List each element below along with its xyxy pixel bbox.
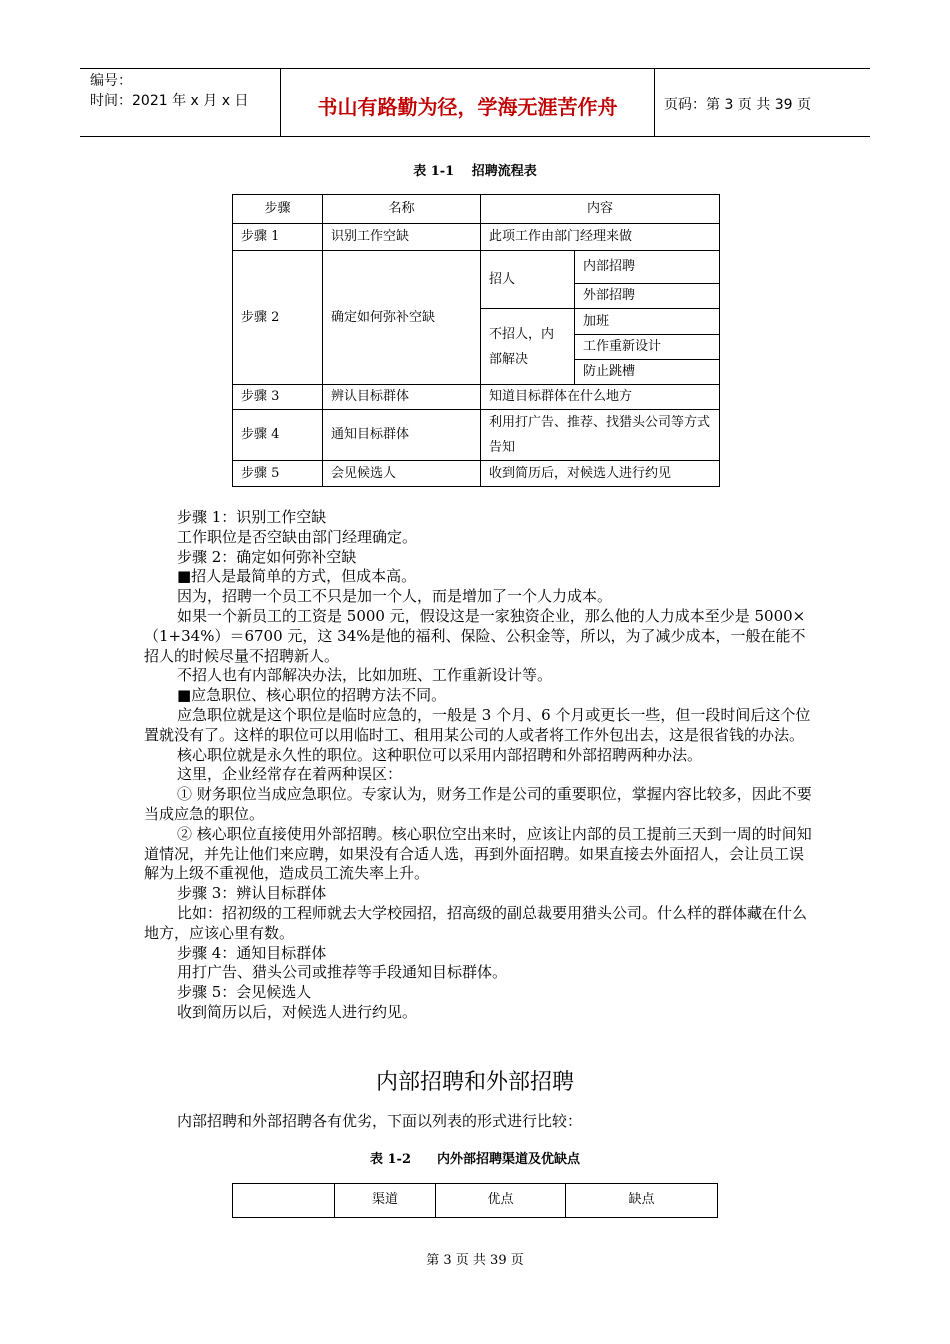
header-cell: 名称 bbox=[323, 195, 481, 224]
header-cell: 内容 bbox=[481, 195, 720, 224]
header-page-number: 页码：第 3 页 共 39 页 bbox=[664, 97, 811, 113]
header-cell: 优点 bbox=[436, 1184, 566, 1218]
content-cell: 外部招聘 bbox=[575, 284, 720, 309]
table-header-row bbox=[233, 1184, 718, 1218]
header-cell: 渠道 bbox=[335, 1184, 436, 1218]
paragraph: 工作职位是否空缺由部门经理确定。 bbox=[177, 527, 418, 546]
paragraph: 核心职位就是永久性的职位。这种职位可以采用内部招聘和外部招聘两种办法。 bbox=[177, 745, 703, 764]
step-cell: 步骤 4 bbox=[233, 410, 323, 461]
paragraph: 比如：招初级的工程师就去大学校园招，招高级的副总裁要用猎头公司。什么样的群体藏在什么地方，应该心里有数。 bbox=[144, 903, 808, 942]
table-row bbox=[233, 461, 720, 487]
content-cell: 利用打广告、推荐、找猎头公司等方式告知 bbox=[481, 410, 720, 461]
section-title: 内部招聘和外部招聘 bbox=[375, 1070, 574, 1095]
content-cell: 知道目标群体在什么地方 bbox=[481, 385, 720, 410]
page-header bbox=[80, 68, 870, 137]
table-row bbox=[233, 251, 720, 284]
paragraph: 步骤 5：会见候选人 bbox=[177, 983, 312, 1002]
header-cell bbox=[233, 1184, 335, 1218]
paragraph: ① 财务职位当成应急职位。专家认为，财务工作是公司的重要职位，掌握内容比较多，因此不要当成应急的职位。 bbox=[144, 785, 812, 823]
table1-caption: 表 1-1 招聘流程表 bbox=[413, 164, 537, 179]
channel-comparison-table bbox=[232, 1183, 718, 1218]
paragraph: 步骤 1：识别工作空缺 bbox=[177, 508, 327, 526]
paragraph: 步骤 2：确定如何弥补空缺 bbox=[177, 547, 357, 566]
paragraph: 步骤 4：通知目标群体 bbox=[177, 943, 327, 962]
content-cell: 内部招聘 bbox=[575, 251, 720, 284]
section-intro: 内部招聘和外部招聘各有优劣，下面以列表的形式进行比较： bbox=[177, 1112, 583, 1130]
content-cell: 加班 bbox=[575, 309, 720, 335]
doc-number-label: 编号： bbox=[90, 73, 132, 89]
step-cell: 步骤 3 bbox=[233, 385, 323, 410]
header-cell: 缺点 bbox=[566, 1184, 718, 1218]
step-cell: 步骤 2 bbox=[233, 251, 323, 385]
table-header-row bbox=[233, 195, 720, 224]
paragraph: 如果一个新员工的工资是 5000 元，假设这是一家独资企业，那么他的人力成本至少是 5000×（1+34%）＝6700 元，这 34%是他的福利、保险、公积金等，所以，为了减少成本，一般在能不招人的时候尽量不招聘新人。 bbox=[144, 606, 806, 665]
name-cell: 会见候选人 bbox=[323, 461, 481, 487]
table-row bbox=[233, 224, 720, 251]
paragraph: 应急职位就是这个职位是临时应急的，一般是 3 个月、6 个月或更长一些，但一段时间后这个位置就没有了。这样的职位可以用临时工、租用某公司的人或者将工作外包出去，这是很省钱的办法。 bbox=[144, 705, 811, 744]
recruitment-process-table bbox=[232, 194, 720, 487]
paragraph: 因为，招聘一个员工不只是加一个人，而是增加了一个人力成本。 bbox=[177, 587, 613, 606]
content-cell: 不招人，内部解决 bbox=[481, 309, 575, 385]
table-row bbox=[233, 410, 720, 461]
step-cell: 步骤 5 bbox=[233, 461, 323, 487]
content-cell: 招人 bbox=[481, 251, 575, 309]
paragraph: ■招人是最简单的方式，但成本高。 bbox=[177, 567, 417, 586]
paragraph: 收到简历以后，对候选人进行约见。 bbox=[177, 1002, 418, 1021]
paragraph: 步骤 3：辨认目标群体 bbox=[177, 884, 327, 903]
content-cell: 防止跳槽 bbox=[575, 360, 720, 385]
content-cell: 收到简历后，对候选人进行约见 bbox=[481, 461, 720, 487]
name-cell: 识别工作空缺 bbox=[323, 224, 481, 251]
name-cell: 确定如何弥补空缺 bbox=[323, 251, 481, 385]
paragraph: 不招人也有内部解决办法，比如加班、工作重新设计等。 bbox=[177, 666, 553, 685]
content-cell: 工作重新设计 bbox=[575, 335, 720, 360]
header-meta bbox=[90, 71, 248, 111]
name-cell: 通知目标群体 bbox=[323, 410, 481, 461]
step-cell: 步骤 1 bbox=[233, 224, 323, 251]
table-row bbox=[233, 385, 720, 410]
header-cell: 步骤 bbox=[233, 195, 323, 224]
name-cell: 辨认目标群体 bbox=[323, 385, 481, 410]
page-footer: 第 3 页 共 39 页 bbox=[426, 1253, 524, 1268]
paragraph: ② 核心职位直接使用外部招聘。核心职位空出来时，应该让内部的员工提前三天到一周的时间知道情况，并先让他们来应聘，如果没有合适人选，再到外面招聘。如果直接去外面招人，会让员工误解为上级不重视他，造成员工流失率上升。 bbox=[144, 824, 812, 883]
body-text bbox=[144, 508, 812, 1023]
paragraph: 这里，企业经常存在着两种误区： bbox=[177, 765, 403, 784]
table2-caption: 表 1-2 内外部招聘渠道及优缺点 bbox=[369, 1152, 580, 1167]
content-cell: 此项工作由部门经理来做 bbox=[481, 224, 720, 251]
header-divider bbox=[654, 69, 655, 136]
header-motto: 书山有路勤为径，学海无涯苦作舟 bbox=[317, 95, 618, 119]
paragraph: 用打广告、猎头公司或推荐等手段通知目标群体。 bbox=[177, 963, 508, 982]
paragraph: ■应急职位、核心职位的招聘方法不同。 bbox=[177, 686, 447, 705]
doc-time-label: 时间：2021 年 x 月 x 日 bbox=[90, 93, 249, 109]
